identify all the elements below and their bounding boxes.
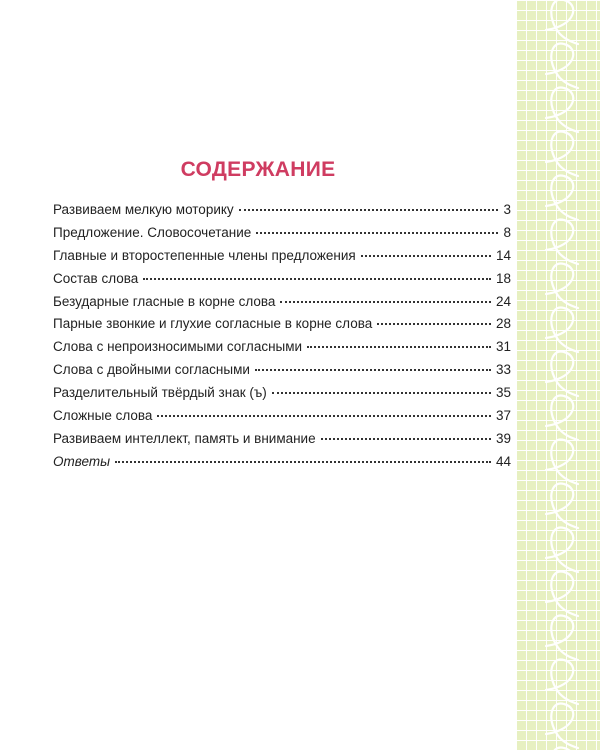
toc-entry-label: Слова с непроизносимыми согласными [53,339,303,355]
toc-entry-answers[interactable] [53,454,511,477]
toc-entry-label: Разделительный твёрдый знак (ъ) [53,385,267,401]
loop-stroke [546,132,578,176]
loop-stroke [546,308,578,352]
toc-entry-label: Сложные слова [53,408,153,424]
toc-entry-label: Ответы [53,453,111,469]
toc-entry-page: 3 [503,202,511,217]
loop-stroke [546,440,578,484]
toc-entry-label: Слова с двойными согласными [53,362,250,378]
dot-leader [280,301,491,303]
toc-entry-page: 8 [503,224,511,240]
toc-entry-page: 28 [495,316,511,332]
dot-leader [157,415,491,417]
toc-entry-page: 35 [495,385,511,401]
toc-entry[interactable] [53,271,511,294]
toc-entry-page: 24 [495,293,511,309]
toc-entry[interactable] [53,248,511,271]
dot-leader [256,232,498,234]
toc-entry[interactable] [53,385,511,408]
dot-leader [377,323,491,325]
toc-entry[interactable] [53,294,511,317]
toc-entry-page: 44 [495,453,511,469]
loop-stroke [546,616,578,660]
loop-stroke [546,396,578,440]
loop-stroke [546,44,578,88]
toc-entry-page: 31 [495,339,511,355]
toc-entry-page: 14 [495,247,511,263]
toc-entry-page: 33 [495,362,511,378]
contents-title: СОДЕРЖАНИЕ [180,158,336,181]
toc-entry-page: 39 [495,430,511,446]
dot-leader [255,369,491,371]
loop-stroke [546,264,578,308]
toc-entry[interactable] [53,316,511,339]
loop-stroke [546,660,578,704]
toc-entry[interactable] [53,408,511,431]
toc-entry[interactable] [53,431,511,454]
loop-stroke [546,352,578,396]
loop-stroke [546,176,578,220]
toc-entry-label: Развиваем интеллект, память и внимание [53,430,316,446]
toc-entry[interactable] [53,339,511,362]
table-of-contents [53,202,511,477]
toc-entry-page: 37 [495,408,511,424]
decorative-grid-strip [516,0,600,750]
toc-entry-page: 18 [495,270,511,286]
decorative-loop-pattern [516,0,600,750]
toc-entry-label: Безударные гласные в корне слова [53,293,276,309]
loop-stroke [546,528,578,572]
loop-stroke [546,704,578,748]
toc-entry-label: Предложение. Словосочетание [53,224,252,240]
loop-stroke [546,0,578,44]
toc-entry[interactable] [53,362,511,385]
toc-entry[interactable] [53,225,511,248]
dot-leader [272,392,491,394]
loop-stroke [546,88,578,132]
dot-leader [321,438,491,440]
toc-entry-label: Состав слова [53,270,139,286]
dot-leader [239,209,499,211]
dot-leader [361,255,491,257]
toc-entry[interactable] [53,202,511,225]
dot-leader [143,278,491,280]
toc-entry-label: Развиваем мелкую моторику [53,202,234,217]
toc-entry-label: Парные звонкие и глухие согласные в корне слова [53,316,373,332]
loop-stroke [546,484,578,528]
dot-leader [307,346,491,348]
loop-stroke [546,220,578,264]
loop-stroke [546,572,578,616]
dot-leader [115,461,491,463]
toc-entry-label: Главные и второстепенные члены предложения [53,247,356,263]
